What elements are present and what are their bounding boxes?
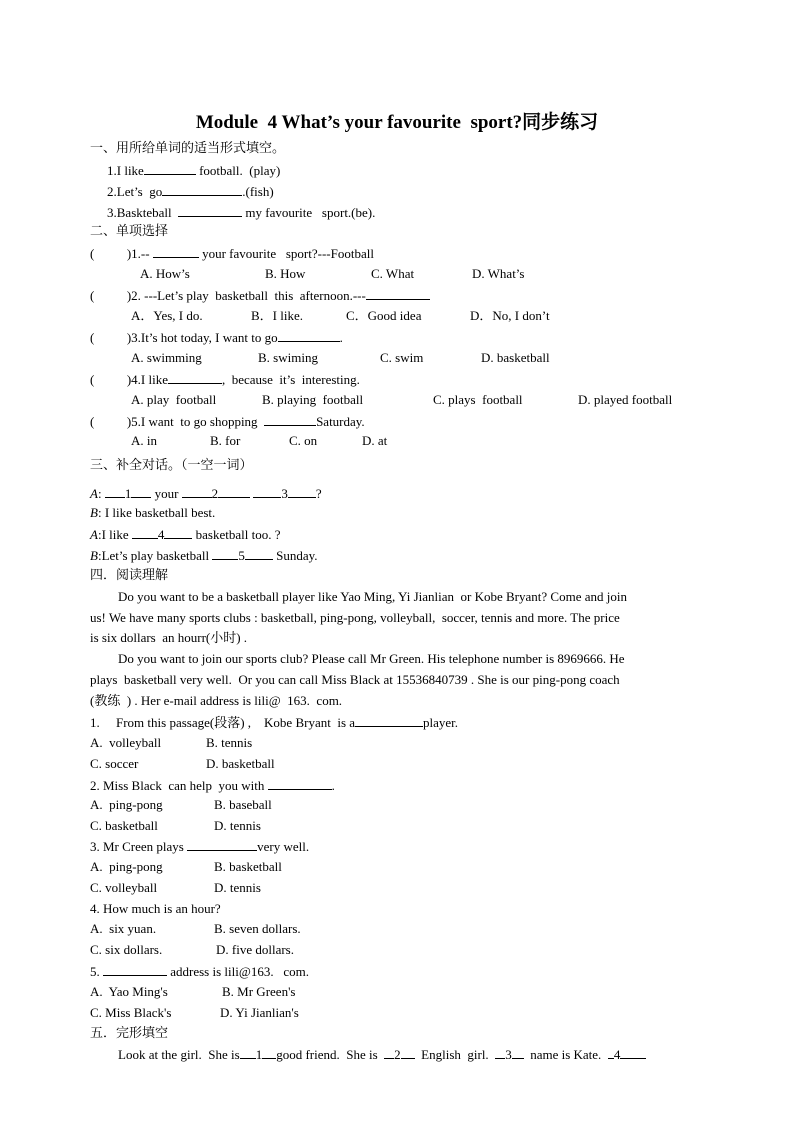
rq3-option-a: A. ping-pong [90, 859, 163, 874]
s2-q5-option-b: B. for [210, 433, 241, 448]
passage-line-6: (教练 ) . Her e-mail address is lili@ 163. com. [90, 693, 343, 708]
s2-q3-option-b: B. swiming [258, 350, 318, 365]
cloze-line-1: Look at the girl. She is 1 good friend. She is 2 English girl. 3 name is Kate. 4 [118, 1046, 646, 1063]
s1-item-3: 3.Baskteball my favourite sport.(be). [107, 205, 376, 220]
rq1-option-a: A. volleyball [90, 735, 162, 750]
s2-question-1: ( )1.-- your favourite sport?---Football [90, 246, 374, 261]
dialogue-line-2: B: I like basketball best. [90, 505, 216, 520]
s2-q4-option-c: C. plays football [433, 392, 523, 407]
s2-question-4: ( )4.I like , because it’s interesting. [90, 372, 360, 387]
rq2-option-d: D. tennis [214, 818, 261, 833]
passage-line-5: plays basketball very well. Or you can call Miss Black at 15536840739 . She is our ping-pong coach [90, 672, 620, 687]
s2-q1-option-c: C. What [371, 266, 415, 281]
page-title: Module 4 What’s your favourite sport?同步练习 [195, 112, 599, 133]
passage-line-1: Do you want to be a basketball player like Yao Ming, Yi Jianlian or Kobe Bryant? Come and join [118, 589, 627, 604]
reading-question-1: 1. From this passage(段落) , Kobe Bryant is a player. [90, 715, 459, 730]
rq4-option-d: D. five dollars. [216, 942, 294, 957]
reading-question-3: 3. Mr Creen plays very well. [90, 839, 310, 854]
dialogue-line-3: A:I like 4 basketball too. ? [90, 527, 281, 542]
dialogue-line-4: B:Let’s play basketball 5 Sunday. [90, 548, 318, 563]
rq3-option-b: B. basketball [214, 859, 282, 874]
rq4-option-b: B. seven dollars. [214, 921, 301, 936]
s1-item-1: 1.I like football. (play) [107, 163, 281, 178]
s2-question-5: ( )5.I want to go shopping Saturday. [90, 414, 365, 429]
rq2-option-c: C. basketball [90, 818, 158, 833]
s2-question-2: ( )2. ---Let’s play basketball this afternoon.--- [90, 287, 430, 304]
s2-q2-option-c: C．Good idea [346, 308, 422, 323]
rq1-option-d: D. basketball [206, 756, 275, 771]
passage-line-3: is six dollars an hourr(小时) . [90, 630, 248, 645]
s2-q1-option-d: D. What’s [472, 266, 525, 281]
reading-question-2: 2. Miss Black can help you with . [90, 778, 335, 793]
reading-question-4: 4. How much is an hour? [90, 901, 221, 916]
section3-heading: 三、补全对话。（一空一词） [90, 458, 253, 473]
passage-line-4: Do you want to join our sports club? Please call Mr Green. His telephone number is 8969666. He [118, 651, 625, 666]
s2-q2-option-b: B．I like. [251, 308, 303, 323]
s2-q2-option-a: A．Yes, I do. [131, 308, 203, 323]
section5-heading: 五．完形填空 [90, 1026, 169, 1041]
passage-line-2: us! We have many sports clubs : basketball, ping-pong, volleyball, soccer, tennis and more. The price [90, 610, 620, 625]
s2-q3-option-d: D. basketball [481, 350, 550, 365]
s2-q1-option-b: B. How [265, 266, 306, 281]
rq5-option-a: A. Yao Ming's [90, 984, 168, 999]
rq1-option-c: C. soccer [90, 756, 139, 771]
s2-q3-option-a: A. swimming [131, 350, 202, 365]
rq5-option-d: D. Yi Jianlian's [220, 1005, 299, 1020]
rq4-option-a: A. six yuan. [90, 921, 157, 936]
rq5-option-b: B. Mr Green's [222, 984, 296, 999]
reading-question-5: 5. address is lili@163. com. [90, 964, 309, 979]
s1-item-2: 2.Let’s go .(fish) [107, 184, 274, 199]
rq3-option-d: D. tennis [214, 880, 261, 895]
rq2-option-a: A. ping-pong [90, 797, 163, 812]
s2-q4-option-b: B. playing football [262, 392, 364, 407]
section2-heading: 二、单项选择 [90, 224, 169, 239]
s2-q4-option-a: A. play football [131, 392, 217, 407]
s2-q5-option-d: D. at [362, 433, 388, 448]
section4-heading: 四．阅读理解 [90, 568, 169, 583]
s2-question-3: ( )3.It’s hot today, I want to go . [90, 330, 343, 345]
rq1-option-b: B. tennis [206, 735, 253, 750]
rq5-option-c: C. Miss Black's [90, 1005, 172, 1020]
s2-q4-option-d: D. played football [578, 392, 673, 407]
s2-q2-option-d: D．No, I don’t [470, 308, 550, 323]
rq3-option-c: C. volleyball [90, 880, 158, 895]
section1-heading: 一、用所给单词的适当形式填空。 [90, 141, 286, 156]
s2-q1-option-a: A. How’s [140, 266, 190, 281]
rq4-option-c: C. six dollars. [90, 942, 163, 957]
s2-q5-option-a: A. in [131, 433, 157, 448]
s2-q5-option-c: C. on [289, 433, 318, 448]
rq2-option-b: B. baseball [214, 797, 272, 812]
dialogue-line-1: A: 1 your 2 3 ? [90, 486, 322, 501]
s2-q3-option-c: C. swim [380, 350, 424, 365]
